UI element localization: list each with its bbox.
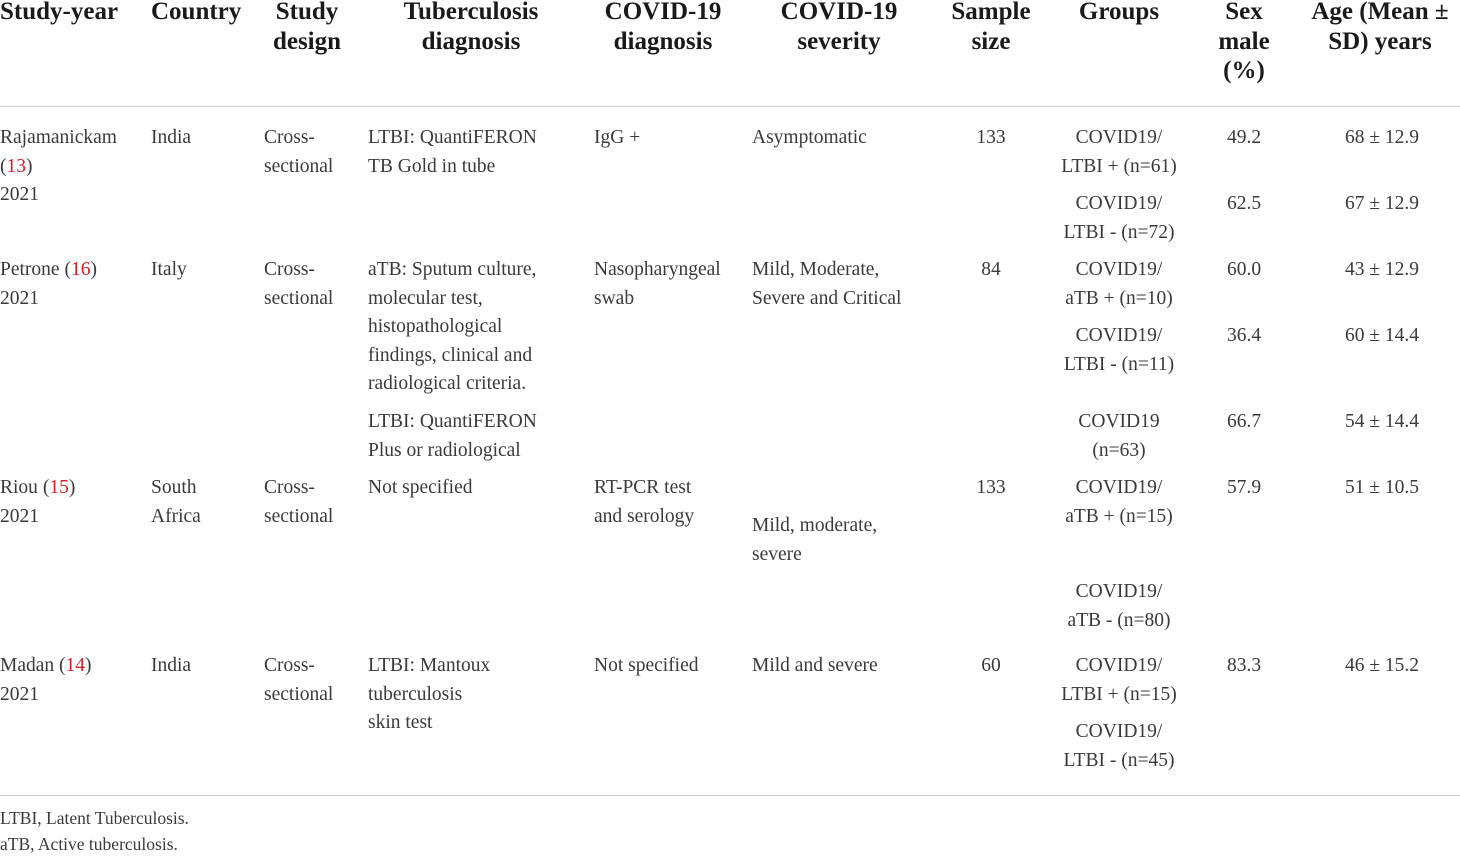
group-cell: COVID19/ aTB + (n=15) — [1065, 477, 1173, 527]
country-cell: India — [151, 655, 192, 676]
group-cell: COVID19/ aTB + (n=10) — [1065, 259, 1173, 309]
design-cell: Cross- sectional — [264, 259, 334, 309]
study-name: Rajamanickam — [0, 127, 117, 148]
sample-size-cell: 133 — [976, 127, 1006, 148]
study-year: 2021 — [0, 683, 39, 705]
footnote: aTB, Active tuberculosis. — [0, 834, 178, 854]
covid-diagnosis-cell: Not specified — [594, 655, 699, 676]
reference-link[interactable]: 15 — [49, 477, 69, 498]
covid-severity-cell: Asymptomatic — [752, 127, 867, 148]
header-covid-severity: COVID-19 severity — [780, 0, 898, 55]
country-cell: India — [151, 127, 192, 148]
age-cell: 67 ± 12.9 — [1344, 193, 1420, 214]
tb-diagnosis-cell: LTBI: QuantiFERON Plus or radiological — [368, 411, 537, 461]
age-cell: 60 ± 14.4 — [1344, 325, 1420, 346]
group-cell: COVID19/ LTBI + (n=61) — [1061, 127, 1177, 177]
study-year: 2021 — [0, 505, 39, 527]
study-name: Riou — [0, 477, 38, 498]
tb-diagnosis-cell: Not specified — [368, 477, 473, 498]
sex-male-cell: 66.7 — [1226, 411, 1262, 432]
group-cell: COVID19/ aTB - (n=80) — [1067, 581, 1171, 631]
design-cell: Cross- sectional — [264, 655, 334, 705]
age-cell: 54 ± 14.4 — [1344, 411, 1420, 432]
tb-diagnosis-cell: LTBI: QuantiFERON TB Gold in tube — [368, 127, 537, 177]
covid-diagnosis-cell: Nasopharyngeal swab — [594, 259, 721, 309]
covid-diagnosis-cell: IgG + — [594, 127, 641, 148]
tb-diagnosis-cell: LTBI: Mantoux tuberculosis skin test — [368, 655, 491, 734]
header-groups: Groups — [1078, 0, 1160, 25]
covid-diagnosis-cell: RT-PCR test and serology — [594, 477, 695, 527]
study-year: 2021 — [0, 184, 39, 206]
sex-male-cell: 62.5 — [1226, 193, 1262, 214]
footnotes — [0, 805, 189, 857]
header-country: Country — [151, 0, 242, 25]
sex-male-cell: 60.0 — [1226, 259, 1262, 280]
sample-size-cell: 84 — [981, 259, 1001, 280]
header-sample-size: Sample size — [951, 0, 1031, 55]
sample-size-cell: 60 — [981, 655, 1001, 676]
header-sex-male: Sex male (%) — [1218, 0, 1270, 84]
age-cell: 68 ± 12.9 — [1344, 127, 1420, 148]
group-cell: COVID19/ LTBI - (n=45) — [1063, 721, 1175, 771]
country-cell: Italy — [151, 259, 187, 280]
study-cell: Petrone (16) 2021 — [0, 256, 97, 313]
header-covid-diagnosis: COVID-19 diagnosis — [604, 0, 722, 55]
country-cell: South Africa — [151, 477, 201, 527]
covid-severity-cell: Mild and severe — [752, 655, 878, 676]
sex-male-cell: 49.2 — [1226, 127, 1262, 148]
age-cell: 51 ± 10.5 — [1344, 477, 1420, 498]
group-cell: COVID19/ LTBI - (n=11) — [1063, 325, 1175, 375]
sex-male-cell: 57.9 — [1226, 477, 1262, 498]
header-tb-diagnosis: Tuberculosis diagnosis — [403, 0, 539, 55]
tb-diagnosis-cell: aTB: Sputum culture, molecular test, histopathological findings, clinical and radiological criteria. — [368, 259, 537, 395]
age-cell: 43 ± 12.9 — [1344, 259, 1420, 280]
reference-link[interactable]: 13 — [6, 155, 26, 177]
design-cell: Cross- sectional — [264, 127, 334, 177]
reference-link[interactable]: 14 — [65, 655, 86, 676]
covid-severity-cell: Mild, moderate, severe — [752, 515, 878, 565]
study-cell: Madan (14) 2021 — [0, 652, 92, 709]
design-cell: Cross- sectional — [264, 477, 334, 527]
group-cell: COVID19/ LTBI - (n=72) — [1063, 193, 1175, 243]
group-cell: COVID19 (n=63) — [1078, 411, 1160, 461]
reference-link[interactable]: 16 — [70, 259, 91, 280]
study-name: Petrone — [0, 259, 60, 280]
header-study-year: Study-year — [0, 0, 119, 25]
age-cell: 46 ± 15.2 — [1344, 655, 1420, 676]
group-cell: COVID19/ LTBI + (n=15) — [1061, 655, 1177, 705]
header-age: Age (Mean ± SD) years — [1311, 0, 1449, 55]
footnote: LTBI, Latent Tuberculosis. — [0, 808, 189, 828]
study-year: 2021 — [0, 287, 39, 309]
study-cell: Rajamanickam (13) 2021 — [0, 124, 117, 210]
footer-divider — [0, 795, 1460, 796]
sex-male-cell: 83.3 — [1226, 655, 1262, 676]
header-divider — [0, 106, 1460, 107]
covid-severity-cell: Mild, Moderate, Severe and Critical — [752, 259, 902, 309]
study-name: Madan — [0, 655, 55, 676]
study-cell: Riou (15) 2021 — [0, 474, 75, 531]
sex-male-cell: 36.4 — [1226, 325, 1262, 346]
sample-size-cell: 133 — [976, 477, 1006, 498]
header-study-design: Study design — [272, 0, 342, 55]
